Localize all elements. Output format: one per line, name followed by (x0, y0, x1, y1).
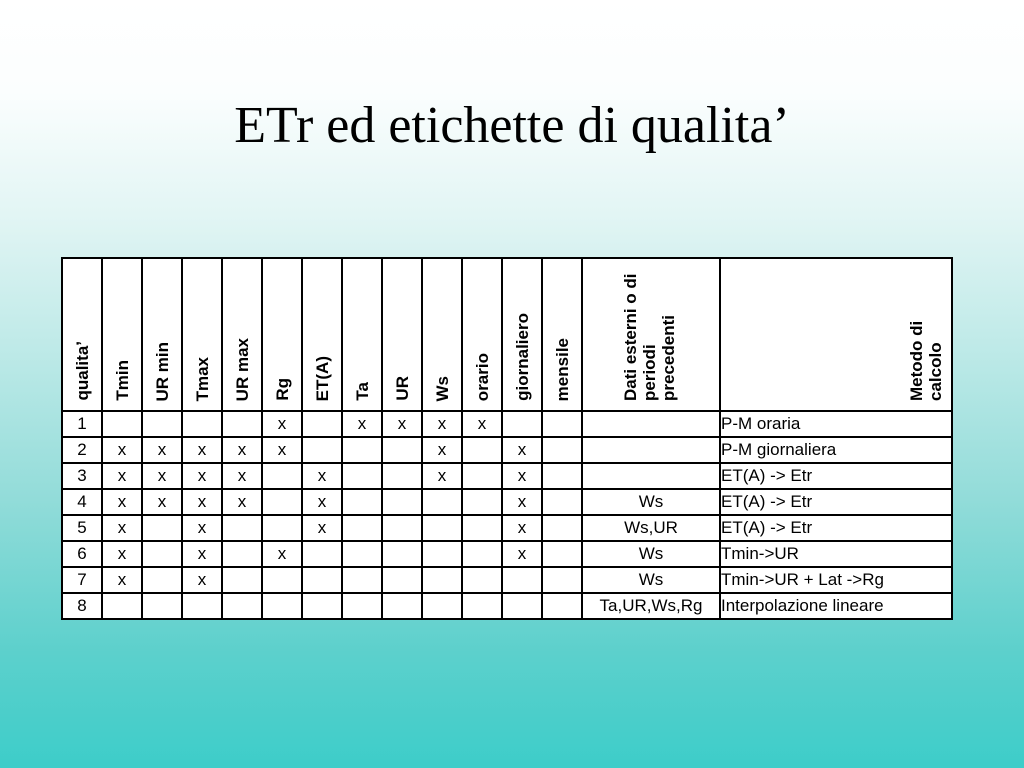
variable-mark-cell: x (182, 515, 222, 541)
variable-mark-cell (342, 515, 382, 541)
external-data-cell: Ws (582, 541, 720, 567)
external-data-cell: Ws,UR (582, 515, 720, 541)
column-header-label: Ta (352, 382, 372, 401)
variable-mark-cell (382, 541, 422, 567)
column-header-rg (262, 258, 302, 411)
variable-mark-cell (502, 411, 542, 437)
variable-mark-cell (142, 593, 182, 619)
variable-mark-cell: x (182, 489, 222, 515)
variable-mark-cell: x (102, 541, 142, 567)
quality-level-cell: 5 (62, 515, 102, 541)
column-header-label: UR min (152, 341, 172, 401)
method-cell: ET(A) -> Etr (720, 515, 952, 541)
variable-mark-cell (382, 489, 422, 515)
variable-mark-cell (142, 541, 182, 567)
variable-mark-cell (142, 411, 182, 437)
column-header-tmax (182, 258, 222, 411)
variable-mark-cell (542, 515, 582, 541)
column-header-mensile (542, 258, 582, 411)
variable-mark-cell (462, 437, 502, 463)
variable-mark-cell (262, 515, 302, 541)
quality-level-cell: 3 (62, 463, 102, 489)
variable-mark-cell (262, 463, 302, 489)
variable-mark-cell (142, 515, 182, 541)
variable-mark-cell (102, 411, 142, 437)
table-row (62, 515, 952, 541)
variable-mark-cell: x (502, 463, 542, 489)
variable-mark-cell: x (262, 437, 302, 463)
table-row (62, 593, 952, 619)
column-header-label: Dati esterni o di periodi precedenti (621, 273, 678, 401)
variable-mark-cell (502, 593, 542, 619)
method-cell: ET(A) -> Etr (720, 463, 952, 489)
column-header-orario (462, 258, 502, 411)
column-header-label: Tmin (112, 360, 132, 401)
column-header-ur-min (142, 258, 182, 411)
variable-mark-cell (182, 411, 222, 437)
column-header-ur-max (222, 258, 262, 411)
table-row (62, 489, 952, 515)
column-header-label: Ws (432, 375, 452, 401)
variable-mark-cell (542, 411, 582, 437)
variable-mark-cell (462, 541, 502, 567)
variable-mark-cell (262, 593, 302, 619)
column-header-label: qualita’ (72, 341, 92, 401)
column-header-eta (302, 258, 342, 411)
column-header-label: UR max (232, 337, 252, 401)
variable-mark-cell: x (102, 567, 142, 593)
variable-mark-cell: x (102, 489, 142, 515)
variable-mark-cell: x (422, 437, 462, 463)
external-data-cell (582, 463, 720, 489)
variable-mark-cell: x (262, 541, 302, 567)
column-header-quality (62, 258, 102, 411)
method-cell: Tmin->UR (720, 541, 952, 567)
quality-table (61, 257, 953, 620)
variable-mark-cell: x (502, 437, 542, 463)
table-row (62, 411, 952, 437)
column-header-label: ET(A) (312, 355, 332, 401)
method-cell: P-M oraria (720, 411, 952, 437)
variable-mark-cell (222, 411, 262, 437)
variable-mark-cell: x (182, 541, 222, 567)
variable-mark-cell (542, 437, 582, 463)
variable-mark-cell (262, 489, 302, 515)
variable-mark-cell (222, 515, 262, 541)
variable-mark-cell: x (382, 411, 422, 437)
variable-mark-cell (342, 463, 382, 489)
quality-level-cell: 6 (62, 541, 102, 567)
variable-mark-cell (222, 541, 262, 567)
column-header-ws (422, 258, 462, 411)
variable-mark-cell: x (262, 411, 302, 437)
variable-mark-cell (542, 567, 582, 593)
method-cell: Tmin->UR + Lat ->Rg (720, 567, 952, 593)
variable-mark-cell (462, 567, 502, 593)
column-header-label: orario (472, 352, 492, 401)
variable-mark-cell (542, 541, 582, 567)
variable-mark-cell: x (222, 463, 262, 489)
variable-mark-cell (382, 463, 422, 489)
quality-level-cell: 8 (62, 593, 102, 619)
variable-mark-cell: x (302, 515, 342, 541)
column-header-ur (382, 258, 422, 411)
variable-mark-cell (502, 567, 542, 593)
variable-mark-cell: x (502, 541, 542, 567)
table-row (62, 463, 952, 489)
variable-mark-cell (302, 437, 342, 463)
variable-mark-cell (382, 515, 422, 541)
variable-mark-cell (542, 463, 582, 489)
variable-mark-cell (462, 515, 502, 541)
variable-mark-cell (302, 541, 342, 567)
variable-mark-cell: x (182, 567, 222, 593)
method-cell: ET(A) -> Etr (720, 489, 952, 515)
column-header-label: mensile (552, 337, 572, 401)
column-header-label: giornaliero (512, 313, 532, 401)
variable-mark-cell (422, 593, 462, 619)
variable-mark-cell (102, 593, 142, 619)
variable-mark-cell: x (302, 463, 342, 489)
slide-title: ETr ed etichette di qualita’ (234, 97, 790, 154)
variable-mark-cell: x (422, 411, 462, 437)
table-row (62, 567, 952, 593)
table-row (62, 437, 952, 463)
variable-mark-cell (462, 463, 502, 489)
variable-mark-cell (302, 593, 342, 619)
column-header-metodo (720, 258, 952, 411)
column-header-dati-esterni (582, 258, 720, 411)
variable-mark-cell (462, 489, 502, 515)
variable-mark-cell: x (142, 489, 182, 515)
quality-level-cell: 1 (62, 411, 102, 437)
header-row (62, 258, 952, 411)
variable-mark-cell (542, 593, 582, 619)
external-data-cell: Ta,UR,Ws,Rg (582, 593, 720, 619)
variable-mark-cell (142, 567, 182, 593)
variable-mark-cell (422, 541, 462, 567)
method-cell: P-M giornaliera (720, 437, 952, 463)
external-data-cell (582, 411, 720, 437)
external-data-cell: Ws (582, 489, 720, 515)
variable-mark-cell (342, 489, 382, 515)
variable-mark-cell (462, 593, 502, 619)
variable-mark-cell (222, 593, 262, 619)
variable-mark-cell: x (142, 437, 182, 463)
external-data-cell: Ws (582, 567, 720, 593)
variable-mark-cell: x (462, 411, 502, 437)
variable-mark-cell (342, 567, 382, 593)
variable-mark-cell (542, 489, 582, 515)
table-row (62, 541, 952, 567)
column-header-label: Metodo di calcolo (907, 320, 945, 401)
column-header-tmin (102, 258, 142, 411)
variable-mark-cell (262, 567, 302, 593)
variable-mark-cell (302, 567, 342, 593)
variable-mark-cell: x (222, 489, 262, 515)
variable-mark-cell (422, 489, 462, 515)
variable-mark-cell: x (502, 489, 542, 515)
variable-mark-cell: x (182, 463, 222, 489)
external-data-cell (582, 437, 720, 463)
method-cell: Interpolazione lineare (720, 593, 952, 619)
variable-mark-cell: x (142, 463, 182, 489)
quality-level-cell: 2 (62, 437, 102, 463)
variable-mark-cell (222, 567, 262, 593)
column-header-ta (342, 258, 382, 411)
variable-mark-cell: x (342, 411, 382, 437)
variable-mark-cell: x (102, 515, 142, 541)
variable-mark-cell (382, 437, 422, 463)
variable-mark-cell (182, 593, 222, 619)
variable-mark-cell (342, 541, 382, 567)
variable-mark-cell: x (102, 463, 142, 489)
column-header-label: UR (392, 376, 412, 401)
variable-mark-cell (302, 411, 342, 437)
variable-mark-cell: x (222, 437, 262, 463)
variable-mark-cell: x (102, 437, 142, 463)
variable-mark-cell (422, 567, 462, 593)
column-header-label: Rg (272, 378, 292, 401)
variable-mark-cell: x (422, 463, 462, 489)
quality-level-cell: 7 (62, 567, 102, 593)
variable-mark-cell (382, 567, 422, 593)
quality-level-cell: 4 (62, 489, 102, 515)
variable-mark-cell (342, 437, 382, 463)
variable-mark-cell: x (502, 515, 542, 541)
column-header-giornaliero (502, 258, 542, 411)
variable-mark-cell: x (302, 489, 342, 515)
variable-mark-cell: x (182, 437, 222, 463)
column-header-label: Tmax (192, 356, 212, 401)
variable-mark-cell (342, 593, 382, 619)
variable-mark-cell (382, 593, 422, 619)
variable-mark-cell (422, 515, 462, 541)
